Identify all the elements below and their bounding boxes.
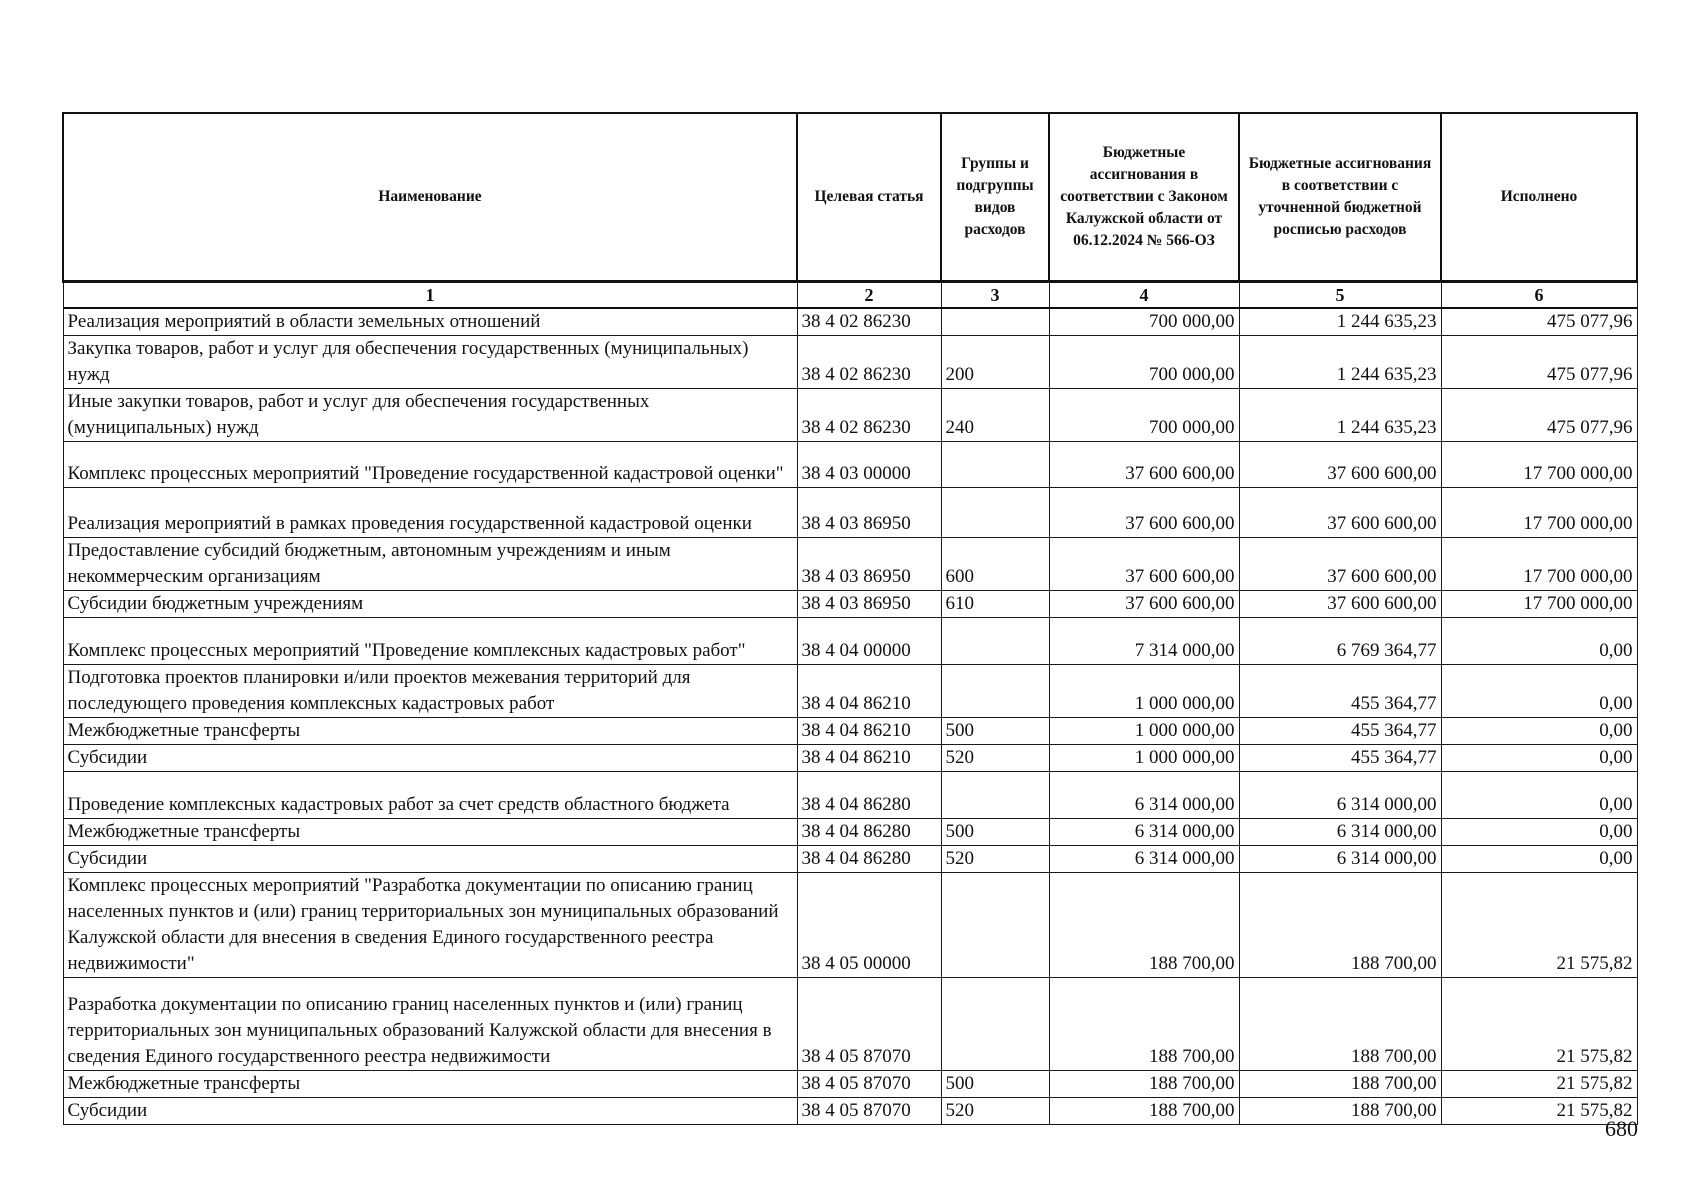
row-executed-cell: 475 077,96 xyxy=(1441,308,1637,336)
table-header-row xyxy=(63,113,1637,282)
table-row xyxy=(63,819,1637,846)
row-expense-group-cell: 240 xyxy=(941,389,1049,442)
row-law-allocation-cell: 6 314 000,00 xyxy=(1049,846,1239,873)
row-executed-cell: 21 575,82 xyxy=(1441,1071,1637,1098)
row-executed-cell: 0,00 xyxy=(1441,772,1637,819)
row-expense-group-cell xyxy=(941,308,1049,336)
row-refined-allocation-cell: 455 364,77 xyxy=(1239,665,1441,718)
row-name-cell: Межбюджетные трансферты xyxy=(63,718,797,745)
row-expense-group-cell xyxy=(941,618,1049,665)
row-law-allocation-cell: 188 700,00 xyxy=(1049,1098,1239,1125)
row-target-article-cell: 38 4 02 86230 xyxy=(797,336,941,389)
column-number: 5 xyxy=(1239,282,1441,309)
row-expense-group-cell xyxy=(941,665,1049,718)
row-expense-group-cell: 520 xyxy=(941,1098,1049,1125)
row-law-allocation-cell: 7 314 000,00 xyxy=(1049,618,1239,665)
row-refined-allocation-cell: 455 364,77 xyxy=(1239,718,1441,745)
row-executed-cell: 17 700 000,00 xyxy=(1441,442,1637,488)
row-expense-group-cell xyxy=(941,442,1049,488)
row-name-cell: Межбюджетные трансферты xyxy=(63,819,797,846)
row-target-article-cell: 38 4 04 86280 xyxy=(797,846,941,873)
table-row xyxy=(63,442,1637,488)
row-law-allocation-cell: 1 000 000,00 xyxy=(1049,718,1239,745)
table-row xyxy=(63,665,1637,718)
row-target-article-cell: 38 4 05 87070 xyxy=(797,1071,941,1098)
row-target-article-cell: 38 4 02 86230 xyxy=(797,389,941,442)
row-refined-allocation-cell: 6 314 000,00 xyxy=(1239,772,1441,819)
table-row xyxy=(63,618,1637,665)
row-name-cell: Разработка документации по описанию границ населенных пунктов и (или) границ территориальных зон муниципальных образований Калужской области для внесения в сведения Единого государственного реестра недвижимости xyxy=(63,978,797,1071)
row-law-allocation-cell: 6 314 000,00 xyxy=(1049,772,1239,819)
row-name-cell: Субсидии xyxy=(63,745,797,772)
row-law-allocation-cell: 1 000 000,00 xyxy=(1049,665,1239,718)
row-expense-group-cell: 500 xyxy=(941,718,1049,745)
row-refined-allocation-cell: 6 314 000,00 xyxy=(1239,819,1441,846)
row-law-allocation-cell: 6 314 000,00 xyxy=(1049,819,1239,846)
table-row xyxy=(63,591,1637,618)
row-name-cell: Закупка товаров, работ и услуг для обеспечения государственных (муниципальных) нужд xyxy=(63,336,797,389)
budget-document-sheet xyxy=(62,112,1636,1125)
row-refined-allocation-cell: 6 769 364,77 xyxy=(1239,618,1441,665)
row-executed-cell: 0,00 xyxy=(1441,718,1637,745)
row-target-article-cell: 38 4 05 87070 xyxy=(797,1098,941,1125)
row-refined-allocation-cell: 455 364,77 xyxy=(1239,745,1441,772)
row-target-article-cell: 38 4 05 00000 xyxy=(797,873,941,978)
row-expense-group-cell: 610 xyxy=(941,591,1049,618)
row-refined-allocation-cell: 188 700,00 xyxy=(1239,1098,1441,1125)
table-row xyxy=(63,389,1637,442)
header-refined-allocations: Бюджетные ассигнования в соответствии с уточненной бюджетной росписью расходов xyxy=(1239,113,1441,282)
row-target-article-cell: 38 4 04 86280 xyxy=(797,772,941,819)
row-name-cell: Субсидии бюджетным учреждениям xyxy=(63,591,797,618)
table-row xyxy=(63,718,1637,745)
row-law-allocation-cell: 700 000,00 xyxy=(1049,389,1239,442)
row-expense-group-cell: 520 xyxy=(941,846,1049,873)
table-row xyxy=(63,538,1637,591)
header-target-article: Целевая статья xyxy=(797,113,941,282)
row-target-article-cell: 38 4 04 86280 xyxy=(797,819,941,846)
table-row xyxy=(63,1098,1637,1125)
row-name-cell: Проведение комплексных кадастровых работ за счет средств областного бюджета xyxy=(63,772,797,819)
row-expense-group-cell xyxy=(941,488,1049,538)
row-refined-allocation-cell: 1 244 635,23 xyxy=(1239,389,1441,442)
header-name: Наименование xyxy=(63,113,797,282)
row-refined-allocation-cell: 188 700,00 xyxy=(1239,873,1441,978)
row-refined-allocation-cell: 1 244 635,23 xyxy=(1239,336,1441,389)
table-row xyxy=(63,336,1637,389)
table-row xyxy=(63,488,1637,538)
row-target-article-cell: 38 4 04 86210 xyxy=(797,665,941,718)
header-executed: Исполнено xyxy=(1441,113,1637,282)
page-number: 680 xyxy=(1605,1116,1638,1141)
row-target-article-cell: 38 4 04 86210 xyxy=(797,718,941,745)
row-executed-cell: 475 077,96 xyxy=(1441,389,1637,442)
row-expense-group-cell: 500 xyxy=(941,1071,1049,1098)
row-expense-group-cell: 500 xyxy=(941,819,1049,846)
row-name-cell: Комплекс процессных мероприятий "Проведение государственной кадастровой оценки" xyxy=(63,442,797,488)
row-expense-group-cell: 200 xyxy=(941,336,1049,389)
row-name-cell: Субсидии xyxy=(63,846,797,873)
row-expense-group-cell xyxy=(941,873,1049,978)
row-law-allocation-cell: 188 700,00 xyxy=(1049,978,1239,1071)
column-number: 2 xyxy=(797,282,941,309)
table-row xyxy=(63,846,1637,873)
row-name-cell: Комплекс процессных мероприятий "Разработка документации по описанию границ населенных пунктов и (или) границ территориальных зон муниципальных образований Калужской области для внесения в сведения Единого государственного реестра недвижимости" xyxy=(63,873,797,978)
row-executed-cell: 0,00 xyxy=(1441,618,1637,665)
header-law-allocations: Бюджетные ассигнования в соответствии с Законом Калужской области от 06.12.2024 № 566-ОЗ xyxy=(1049,113,1239,282)
row-executed-cell: 21 575,82 xyxy=(1441,873,1637,978)
row-refined-allocation-cell: 188 700,00 xyxy=(1239,1071,1441,1098)
row-law-allocation-cell: 700 000,00 xyxy=(1049,308,1239,336)
column-number: 3 xyxy=(941,282,1049,309)
row-law-allocation-cell: 37 600 600,00 xyxy=(1049,591,1239,618)
row-expense-group-cell: 520 xyxy=(941,745,1049,772)
row-target-article-cell: 38 4 04 86210 xyxy=(797,745,941,772)
row-target-article-cell: 38 4 03 00000 xyxy=(797,442,941,488)
table-row xyxy=(63,1071,1637,1098)
row-expense-group-cell xyxy=(941,772,1049,819)
row-target-article-cell: 38 4 02 86230 xyxy=(797,308,941,336)
row-expense-group-cell xyxy=(941,978,1049,1071)
row-target-article-cell: 38 4 04 00000 xyxy=(797,618,941,665)
table-body xyxy=(63,282,1637,1125)
row-refined-allocation-cell: 37 600 600,00 xyxy=(1239,538,1441,591)
table-row xyxy=(63,308,1637,336)
row-law-allocation-cell: 37 600 600,00 xyxy=(1049,442,1239,488)
row-executed-cell: 17 700 000,00 xyxy=(1441,591,1637,618)
row-name-cell: Подготовка проектов планировки и/или проектов межевания территорий для последующего проведения комплексных кадастровых работ xyxy=(63,665,797,718)
row-executed-cell: 17 700 000,00 xyxy=(1441,488,1637,538)
row-expense-group-cell: 600 xyxy=(941,538,1049,591)
row-executed-cell: 21 575,82 xyxy=(1441,978,1637,1071)
row-executed-cell: 17 700 000,00 xyxy=(1441,538,1637,591)
row-executed-cell: 0,00 xyxy=(1441,819,1637,846)
row-target-article-cell: 38 4 03 86950 xyxy=(797,488,941,538)
row-law-allocation-cell: 37 600 600,00 xyxy=(1049,488,1239,538)
column-number: 1 xyxy=(63,282,797,309)
row-name-cell: Комплекс процессных мероприятий "Проведение комплексных кадастровых работ" xyxy=(63,618,797,665)
row-name-cell: Реализация мероприятий в рамках проведения государственной кадастровой оценки xyxy=(63,488,797,538)
table-row xyxy=(63,745,1637,772)
row-target-article-cell: 38 4 05 87070 xyxy=(797,978,941,1071)
table-row xyxy=(63,978,1637,1071)
row-executed-cell: 21 575,82 xyxy=(1441,1098,1637,1125)
row-executed-cell: 0,00 xyxy=(1441,846,1637,873)
table-row xyxy=(63,873,1637,978)
row-name-cell: Иные закупки товаров, работ и услуг для обеспечения государственных (муниципальных) нужд xyxy=(63,389,797,442)
row-refined-allocation-cell: 37 600 600,00 xyxy=(1239,442,1441,488)
row-refined-allocation-cell: 6 314 000,00 xyxy=(1239,846,1441,873)
row-refined-allocation-cell: 37 600 600,00 xyxy=(1239,488,1441,538)
row-law-allocation-cell: 1 000 000,00 xyxy=(1049,745,1239,772)
column-number: 6 xyxy=(1441,282,1637,309)
row-refined-allocation-cell: 188 700,00 xyxy=(1239,978,1441,1071)
row-executed-cell: 475 077,96 xyxy=(1441,336,1637,389)
row-law-allocation-cell: 188 700,00 xyxy=(1049,873,1239,978)
column-number: 4 xyxy=(1049,282,1239,309)
row-executed-cell: 0,00 xyxy=(1441,745,1637,772)
row-name-cell: Предоставление субсидий бюджетным, автономным учреждениям и иным некоммерческим организациям xyxy=(63,538,797,591)
table-row xyxy=(63,772,1637,819)
row-name-cell: Субсидии xyxy=(63,1098,797,1125)
row-law-allocation-cell: 188 700,00 xyxy=(1049,1071,1239,1098)
row-law-allocation-cell: 37 600 600,00 xyxy=(1049,538,1239,591)
row-name-cell: Межбюджетные трансферты xyxy=(63,1071,797,1098)
header-expense-groups: Группы и подгруппы видов расходов xyxy=(941,113,1049,282)
row-executed-cell: 0,00 xyxy=(1441,665,1637,718)
column-number-row xyxy=(63,282,1637,309)
budget-table xyxy=(62,112,1638,1125)
row-refined-allocation-cell: 37 600 600,00 xyxy=(1239,591,1441,618)
row-name-cell: Реализация мероприятий в области земельных отношений xyxy=(63,308,797,336)
row-law-allocation-cell: 700 000,00 xyxy=(1049,336,1239,389)
row-target-article-cell: 38 4 03 86950 xyxy=(797,538,941,591)
row-refined-allocation-cell: 1 244 635,23 xyxy=(1239,308,1441,336)
row-target-article-cell: 38 4 03 86950 xyxy=(797,591,941,618)
